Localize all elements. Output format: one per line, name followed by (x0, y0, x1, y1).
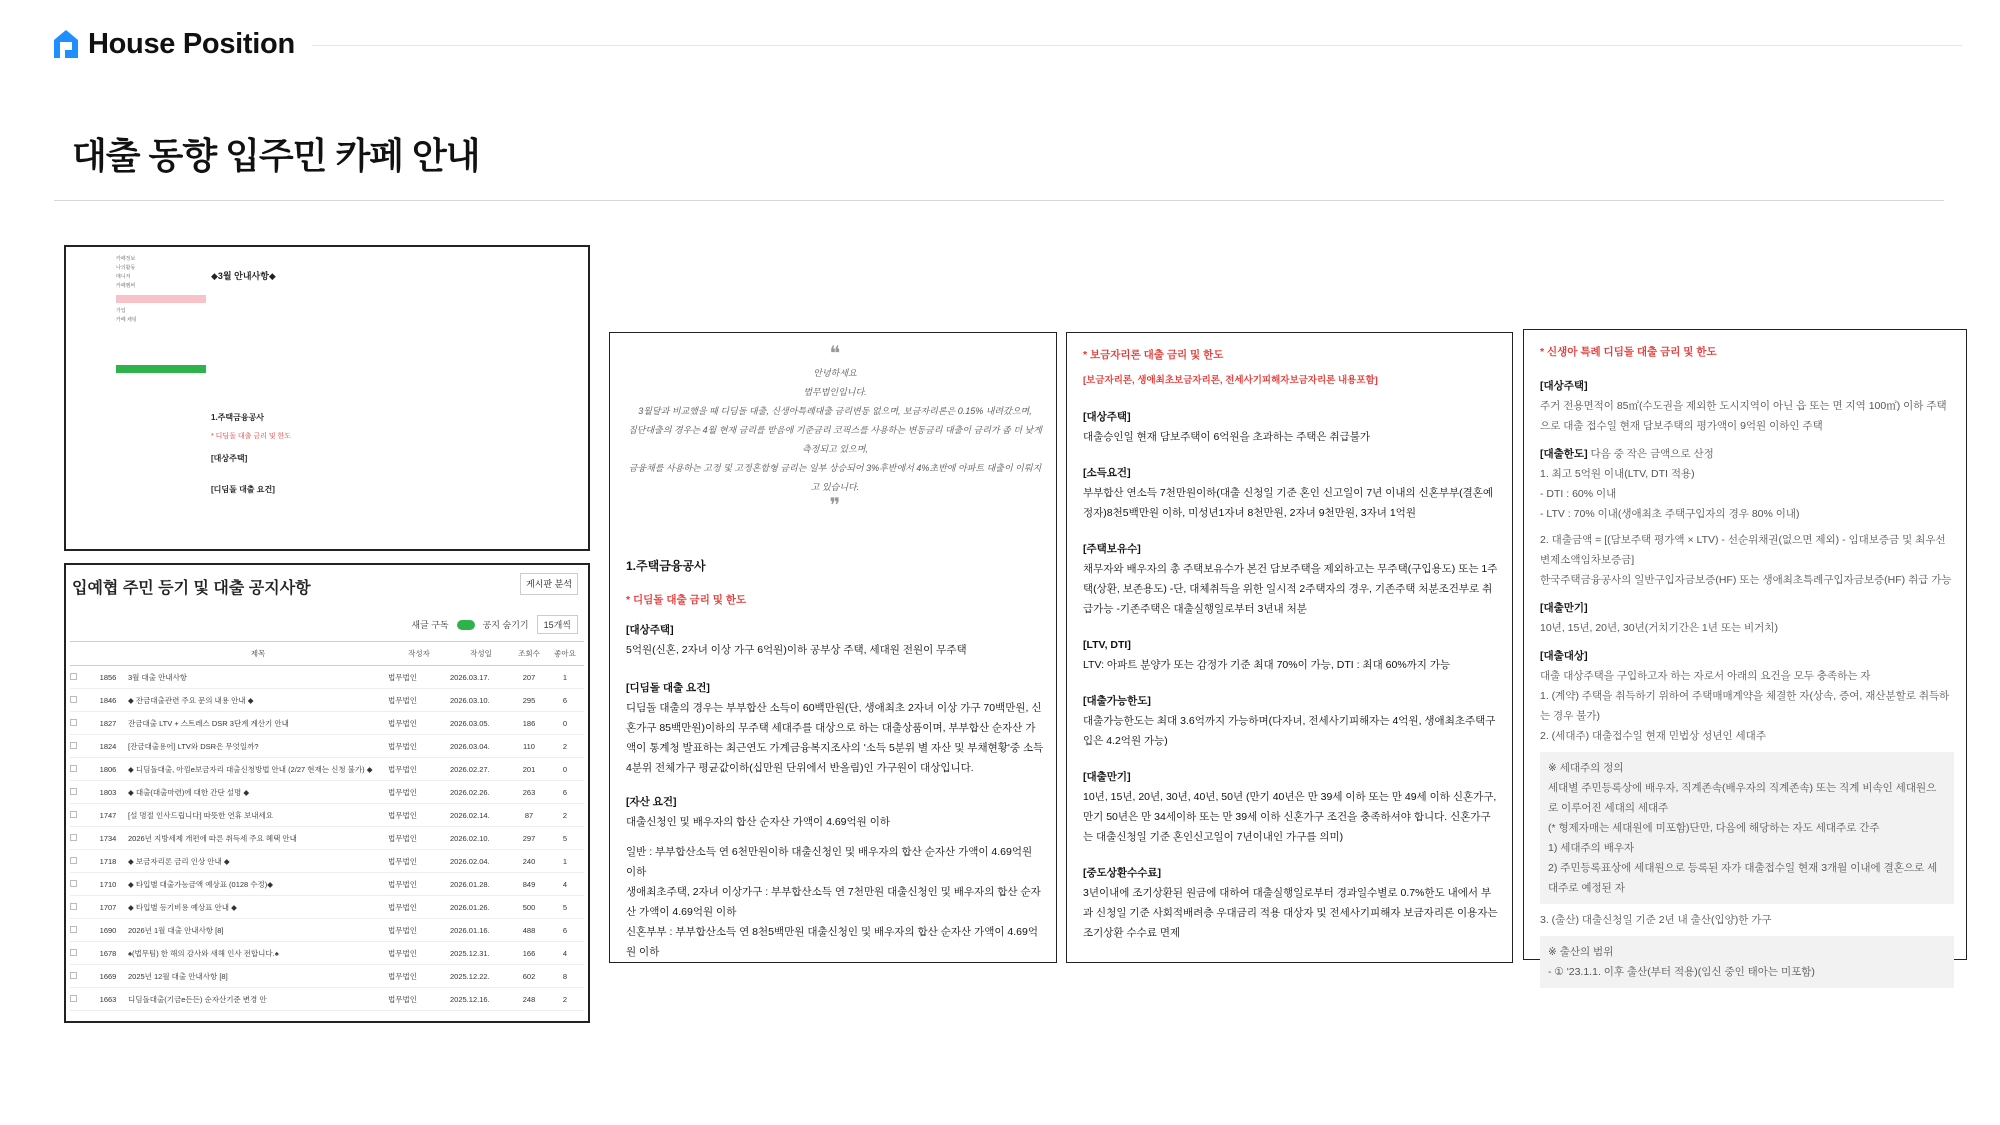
sub-heading: [LTV, DTI] (1083, 639, 1131, 651)
table-row[interactable] (70, 919, 584, 942)
post-date: 2026.01.28. (450, 873, 512, 896)
limit-heading: [대출한도] (1540, 448, 1588, 460)
post-likes: 5 (546, 827, 584, 850)
brand-logo[interactable] (52, 26, 295, 62)
post-author: 법무법인 (388, 896, 450, 919)
header-divider (312, 45, 1962, 46)
post-likes: 0 (546, 712, 584, 735)
sub-heading: [소득요건] (1083, 467, 1131, 479)
checkbox[interactable] (70, 834, 77, 841)
post-likes: 1 (546, 850, 584, 873)
paragraph: LTV: 아파트 분양가 또는 감정가 기준 최대 70%이 가능, DTI : 최대 60%까지 가능 (1083, 659, 1451, 671)
post-author: 법무법인 (388, 919, 450, 942)
close-quote-icon: ❞ (829, 495, 841, 517)
quote-line: 안녕하세요 (813, 368, 857, 378)
post-views: 201 (512, 758, 546, 781)
post-likes: 6 (546, 781, 584, 804)
post-number: 1663 (88, 988, 128, 1011)
row-checkbox[interactable] (70, 919, 88, 942)
paragraph: 10년, 15년, 20년, 30년(거치기간은 1년 또는 비거치) (1540, 622, 1778, 634)
row-checkbox[interactable] (70, 689, 88, 712)
list-line: 2. 대출금액 = [(담보주택 평가액 × LTV) - 선순위채권(없으면 제외) - 임대보증금 및 최우선변제소액임차보증금] (1540, 534, 1946, 566)
post-title-link[interactable]: 2026년 1월 대출 안내사항 [8] (128, 919, 388, 942)
row-checkbox[interactable] (70, 873, 88, 896)
row-checkbox[interactable] (70, 988, 88, 1011)
post-author: 법무법인 (388, 988, 450, 1011)
paragraph: 5억원(신혼, 2자녀 이상 가구 6억원)이하 공부상 주택, 세대원 전원이 무주택 (626, 644, 967, 656)
post-date: 2026.03.17. (450, 666, 512, 689)
row-checkbox[interactable] (70, 735, 88, 758)
cafe-post-screenshot (64, 245, 590, 551)
post-likes: 6 (546, 919, 584, 942)
quote-line: 금융채를 사용하는 고정 및 고정혼합형 금리는 일부 상승되어 3%후반에서 4%초반에 아파트 대출이 이뤄지고 있습니다. (628, 463, 1042, 492)
checkbox[interactable] (70, 788, 77, 795)
row-checkbox[interactable] (70, 781, 88, 804)
table-row[interactable] (70, 896, 584, 919)
loan-notice-screenshot-2 (1066, 332, 1513, 963)
post-author: 법무법인 (388, 666, 450, 689)
box-line: 세대별 주민등록상에 배우자, 직계존속(배우자의 직계존속) 또는 직계 비속인 세대원으로 이루어진 세대의 세대주 (1548, 782, 1937, 814)
hide-notice-label[interactable]: 공지 숨기기 (482, 620, 529, 630)
post-title-link[interactable]: 디딤돌대출(기금e든든) 순자산기준 변경 안 (128, 988, 388, 1011)
table-row[interactable] (70, 712, 584, 735)
row-checkbox[interactable] (70, 942, 88, 965)
post-number: 1678 (88, 942, 128, 965)
sub-heading: [주택보유수] (1083, 543, 1141, 555)
paragraph: 생애최초주택, 2자녀 이상가구 : 부부합산소득 연 7천만원 대출신청인 및 배우자의 합산 순자산 가액이 4.69억원 이하 (626, 886, 1041, 918)
paragraph: 대출가능한도는 최대 3.6억까지 가능하며(다자녀, 전세사기피해자는 4억원, 생애최초주택구입은 4.2억원 가능) (1083, 715, 1496, 747)
post-number: 1707 (88, 896, 128, 919)
limit-note: 다음 중 작은 금액으로 산정 (1590, 448, 1714, 460)
red-heading: * 신생아 특례 디딤돌 대출 금리 및 한도 (1540, 346, 1717, 358)
post-title-link[interactable]: ◆ 보금자리론 금리 인상 안내 ◆ (128, 850, 388, 873)
title-divider (54, 200, 1944, 201)
post-likes: 1 (546, 666, 584, 689)
post-views: 207 (512, 666, 546, 689)
post-number: 1827 (88, 712, 128, 735)
box-line: ※ 세대주의 정의 (1548, 762, 1624, 774)
paragraph: 디딤돌 대출의 경우는 부부합산 소득이 60백만원(단, 생애최초 2자녀 이상 가구 70백만원, 신혼가구 85백만원)이하의 무주택 세대주를 대상으로 하는 대출상품이며, 부부합산 순자산 가액이 통계청 발표하는 최근연도 가계금융복지조사의 '소득 5분위 별 자산 및 부채현황'중 소득 4분위 전체가구 평균값이하(십만원 단위에서 반올림)인 가구원이 대상입니다. (626, 702, 1044, 774)
checkbox[interactable] (70, 857, 77, 864)
quote-line: 3월달과 비교했을 때 디딤돌 대출, 신생아특례대출 금리변동 없으며, 보금자리론은 0.15% 내려갔으며, (638, 406, 1032, 416)
post-date: 2026.02.10. (450, 827, 512, 850)
section-title: 1.주택금융공사 (626, 559, 706, 573)
post-author: 법무법인 (388, 804, 450, 827)
post-date: 2026.02.26. (450, 781, 512, 804)
post-date: 2026.03.10. (450, 689, 512, 712)
post-date: 2026.02.27. (450, 758, 512, 781)
post-number: 1669 (88, 965, 128, 988)
post-likes: 5 (546, 896, 584, 919)
post-author: 법무법인 (388, 827, 450, 850)
row-checkbox[interactable] (70, 965, 88, 988)
list-line: 한국주택금융공사의 일반구입자금보증(HF) 또는 생애최초특례구입자금보증(HF) 취급 가능 (1540, 574, 1952, 586)
col-likes: 좋아요 (546, 642, 584, 666)
post-red-line: * 디딤돌 대출 금리 및 한도 (211, 433, 292, 440)
col-author: 작성자 (388, 642, 450, 666)
red-heading: * 보금자리론 대출 금리 및 한도 (1083, 349, 1224, 361)
info-box (1540, 752, 1954, 904)
post-views: 297 (512, 827, 546, 850)
post-title-link[interactable]: [잔금대출용어] LTV와 DSR은 무엇일까? (128, 735, 388, 758)
checkbox[interactable] (70, 696, 77, 703)
checkbox[interactable] (70, 719, 77, 726)
post-author: 법무법인 (388, 712, 450, 735)
box-line: ※ 출산의 범위 (1548, 946, 1614, 958)
post-views: 166 (512, 942, 546, 965)
post-number: 1747 (88, 804, 128, 827)
post-title: ◆3월 안내사항◆ (211, 271, 276, 281)
sub-heading: [대출대상] (1540, 650, 1588, 662)
paragraph: 10년, 15년, 20년, 30년, 40년, 50년 (만기 40년은 만 39세 이하 또는 만 49세 이하 신혼가구, 만기 50년은 만 34세이하 또는 만 39세 이하 신혼가구 조건을 충족하셔야 합니다. 신혼가구는 대출신청일 기준 혼인신고일이 7년이내인 가구를 의미) (1083, 791, 1497, 843)
post-date: 2025.12.16. (450, 988, 512, 1011)
post-sub2: [디딤돌 대출 요건] (211, 485, 275, 494)
list-line: 1. 최고 5억원 이내(LTV, DTI 적용) (1540, 468, 1695, 480)
table-row[interactable] (70, 873, 584, 896)
loan-notice-screenshot-3 (1523, 329, 1967, 978)
post-title-link[interactable]: ◆ 잔금대출관련 주요 문의 내용 안내 ◆ (128, 689, 388, 712)
paragraph: 1. (계약) 주택을 취득하기 위하여 주택매매계약을 체결한 자(상속, 증여, 재산분할로 취득하는 경우 불가) (1540, 690, 1950, 722)
table-row[interactable] (70, 850, 584, 873)
post-title-link[interactable]: ♠(법무팀) 한 해의 감사와 새해 인사 전합니다.♠ (128, 942, 388, 965)
board-title: 입예협 주민 등기 및 대출 공지사항 (72, 580, 311, 597)
sub-heading: [자산 요건] (626, 796, 677, 808)
list-line: - LTV : 70% 이내(생애최초 주택구입자의 경우 80% 이내) (1540, 508, 1800, 520)
sub-heading: [대출만기] (1083, 771, 1131, 783)
sub-heading: [대출가능한도] (1083, 695, 1151, 707)
post-likes: 2 (546, 988, 584, 1011)
board-controls (411, 615, 578, 634)
post-likes: 8 (546, 965, 584, 988)
post-number: 1856 (88, 666, 128, 689)
table-row[interactable] (70, 804, 584, 827)
row-checkbox[interactable] (70, 850, 88, 873)
col-date: 작성일 (450, 642, 512, 666)
cafe-post-body (211, 253, 571, 547)
subscribe-toggle[interactable] (457, 620, 475, 630)
sidebar-row: 카페정보 (116, 256, 136, 262)
post-views: 186 (512, 712, 546, 735)
post-title-link[interactable]: ◆ 대출(대출마련)에 대한 간단 설명 ◆ (128, 781, 388, 804)
paragraph: 3. (출산) 대출신청일 기준 2년 내 출산(입양)한 가구 (1540, 914, 1772, 926)
table-row[interactable] (70, 781, 584, 804)
row-checkbox[interactable] (70, 666, 88, 689)
sub-heading (1540, 444, 1954, 464)
post-author: 법무법인 (388, 735, 450, 758)
paragraph: 채무자와 배우자의 총 주택보유수가 본건 담보주택을 제외하고는 무주택(구입용도) 또는 1주택(상환, 보존용도) -단, 대체취득을 위한 일시적 2주택자의 경우, 기존주택 처분조건부로 취급가능 -기존주택은 대출실행일로부터 3년내 처분 (1083, 563, 1498, 615)
loan-notice-screenshot-1 (609, 332, 1057, 963)
box-line: - ① '23.1.1. 이후 출산(부터 적용)(임신 중인 태아는 미포함) (1548, 966, 1815, 978)
post-views: 500 (512, 896, 546, 919)
post-title-link[interactable]: 3월 대출 안내사항 (128, 666, 388, 689)
table-row[interactable] (70, 942, 584, 965)
post-title-link[interactable]: ◆ 타입별 등기비용 예상표 안내 ◆ (128, 896, 388, 919)
post-views: 849 (512, 873, 546, 896)
post-author: 법무법인 (388, 873, 450, 896)
quote-line: 법무법인입니다. (803, 387, 867, 397)
list-line: - DTI : 60% 이내 (1540, 488, 1617, 500)
box-line: 2) 주민등록표상에 세대원으로 등록된 자가 대출접수일 현재 3개월 이내에 결혼으로 세대주로 예정된 자 (1548, 862, 1938, 894)
table-row[interactable] (70, 735, 584, 758)
open-quote-icon: ❝ (829, 343, 841, 365)
brand-name: House Position (88, 27, 295, 60)
table-row[interactable] (70, 965, 584, 988)
post-number: 1806 (88, 758, 128, 781)
table-row[interactable] (70, 758, 584, 781)
post-author: 법무법인 (388, 965, 450, 988)
table-row[interactable] (70, 689, 584, 712)
post-author: 법무법인 (388, 850, 450, 873)
post-likes: 4 (546, 873, 584, 896)
subscribe-label: 새글 구독 (411, 620, 449, 630)
post-date: 2026.02.14. (450, 804, 512, 827)
post-number: 1734 (88, 827, 128, 850)
box-line: (* 형제자매는 세대원에 미포함)단만, 다음에 해당하는 자도 세대주로 간주 (1548, 822, 1880, 834)
post-number: 1718 (88, 850, 128, 873)
row-checkbox[interactable] (70, 896, 88, 919)
checkbox[interactable] (70, 811, 77, 818)
post-likes: 4 (546, 942, 584, 965)
house-icon (52, 28, 80, 60)
sidebar-row: 나의활동 (116, 265, 136, 271)
checkbox[interactable] (70, 880, 77, 887)
paragraph: 일반 : 부부합산소득 연 6천만원이하 대출신청인 및 배우자의 합산 순자산 가액이 4.69억원 이하 (626, 846, 1033, 878)
table-row[interactable] (70, 666, 584, 689)
sub-heading: [디딤돌 대출 요건] (626, 682, 710, 694)
post-views: 240 (512, 850, 546, 873)
notice-board-screenshot (64, 563, 590, 1023)
post-number: 1710 (88, 873, 128, 896)
paragraph: 대출신청인 및 배우자의 합산 순자산 가액이 4.69억원 이하 (626, 816, 891, 828)
paragraph: 주거 전용면적이 85㎡(수도권을 제외한 도시지역이 아닌 읍 또는 면 지역 100㎡) 이하 주택으로 대출 접수일 현재 담보주택의 평가액이 9억원 이하인 주택 (1540, 400, 1947, 432)
paragraph: 2. (세대주) 대출접수일 현재 민법상 성년인 세대주 (1540, 730, 1766, 742)
post-title-link[interactable]: ◆ 타입별 대출가능금액 예상표 (0128 수정)◆ (128, 873, 388, 896)
sub-heading: [중도상환수수료] (1083, 867, 1161, 879)
post-date: 2026.02.04. (450, 850, 512, 873)
quote-line: 집단대출의 경우는 4월 현재 금리를 받음에 기준금리 코픽스를 사용하는 변동금리 대출이 금리가 좀 더 낮게 측정되고 있으며, (628, 425, 1042, 454)
table-row[interactable] (70, 988, 584, 1011)
post-title-link[interactable]: 2026년 지방세제 개편에 따른 취득세 주요 혜택 안내 (128, 827, 388, 850)
checkbox[interactable] (70, 926, 77, 933)
sub-heading: [대출만기] (1540, 602, 1588, 614)
paragraph: 대출 대상주택을 구입하고자 하는 자로서 아래의 요건을 모두 충족하는 자 (1540, 670, 1871, 682)
checkbox[interactable] (70, 995, 77, 1002)
checkbox[interactable] (70, 903, 77, 910)
board-analysis-button[interactable]: 게시판 분석 (520, 573, 578, 595)
post-views: 110 (512, 735, 546, 758)
col-title: 제목 (128, 642, 388, 666)
post-likes: 2 (546, 804, 584, 827)
post-author: 법무법인 (388, 689, 450, 712)
post-views: 263 (512, 781, 546, 804)
post-views: 248 (512, 988, 546, 1011)
row-checkbox[interactable] (70, 804, 88, 827)
post-date: 2025.12.31. (450, 942, 512, 965)
post-date: 2026.01.16. (450, 919, 512, 942)
board-table (70, 641, 584, 1011)
paragraph: 대출승인일 현재 담보주택이 6억원을 초과하는 주택은 취급불가 (1083, 431, 1371, 443)
red-heading: * 디딤돌 대출 금리 및 한도 (626, 594, 747, 606)
sidebar-row: 카페멤버 (116, 283, 136, 289)
paragraph: 신혼부부 : 부부합산소득 연 8천5백만원 대출신청인 및 배우자의 합산 순자산 가액이 4.69억원 이하 (626, 926, 1038, 958)
post-likes: 2 (546, 735, 584, 758)
page-title: 대출 동향 입주민 카페 안내 (72, 135, 480, 176)
cafe-join-bar (116, 295, 206, 303)
post-views: 602 (512, 965, 546, 988)
post-number: 1824 (88, 735, 128, 758)
post-title-link[interactable]: 잔금대출 LTV + 스트레스 DSR 3단계 계산기 안내 (128, 712, 388, 735)
post-sub1: [대상주택] (211, 454, 248, 463)
post-date: 2026.03.04. (450, 735, 512, 758)
post-title-link[interactable]: 2025년 12월 대출 안내사항 [8] (128, 965, 388, 988)
per-page-select[interactable]: 15개씩 (537, 615, 578, 634)
post-author: 법무법인 (388, 758, 450, 781)
post-number: 1690 (88, 919, 128, 942)
post-title-link[interactable]: ◆ 디딤돌대출, 아낌e보금자리 대출신청방법 안내 (2/27 현재는 신청 불가) ◆ (128, 758, 388, 781)
post-section: 1.주택금융공사 (211, 413, 265, 422)
sub-heading: [대상주택] (626, 624, 674, 636)
checkbox[interactable] (70, 949, 77, 956)
table-row[interactable] (70, 827, 584, 850)
sidebar-active-board (116, 365, 206, 373)
info-box (1540, 936, 1954, 988)
checkbox[interactable] (70, 673, 77, 680)
red-subheading: [보금자리론, 생애최초보금자리론, 전세사기피해자보금자리론 내용포함] (1083, 375, 1378, 386)
post-number: 1846 (88, 689, 128, 712)
paragraph: 3년이내에 조기상환된 원금에 대하여 대출실행일로부터 경과일수별로 0.7%한도 내에서 부과 신청일 기준 사회적배려층 우대금리 적용 대상자 및 전세사기피해자 보금자리론 이용자는 조기상환 수수료 면제 (1083, 887, 1498, 939)
post-date: 2026.03.05. (450, 712, 512, 735)
checkbox[interactable] (70, 972, 77, 979)
sidebar-row: 가입 (116, 308, 126, 314)
row-checkbox[interactable] (70, 827, 88, 850)
post-date: 2026.01.26. (450, 896, 512, 919)
post-author: 법무법인 (388, 942, 450, 965)
checkbox[interactable] (70, 765, 77, 772)
greeting-quote (626, 345, 1044, 516)
post-number: 1803 (88, 781, 128, 804)
col-views: 조회수 (512, 642, 546, 666)
post-likes: 6 (546, 689, 584, 712)
sidebar-row: 카페 채팅 (116, 317, 137, 323)
sidebar-row: 매니저 (116, 274, 131, 280)
post-views: 87 (512, 804, 546, 827)
post-title-link[interactable]: [설 명절 인사드립니다] 따뜻한 연휴 보내세요 (128, 804, 388, 827)
box-line: 1) 세대주의 배우자 (1548, 842, 1635, 854)
post-date: 2025.12.22. (450, 965, 512, 988)
row-checkbox[interactable] (70, 712, 88, 735)
post-likes: 0 (546, 758, 584, 781)
sub-heading: [대상주택] (1540, 380, 1588, 392)
sub-heading: [대상주택] (1083, 411, 1131, 423)
row-checkbox[interactable] (70, 758, 88, 781)
post-views: 488 (512, 919, 546, 942)
checkbox[interactable] (70, 742, 77, 749)
paragraph: 부부합산 연소득 7천만원이하(대출 신청일 기준 혼인 신고일이 7년 이내의 신혼부부(결혼예정자)8천5백만원 이하, 미성년1자녀 8천만원, 2자녀 9천만원, 3자녀 1억원 (1083, 487, 1494, 519)
post-views: 295 (512, 689, 546, 712)
post-author: 법무법인 (388, 781, 450, 804)
